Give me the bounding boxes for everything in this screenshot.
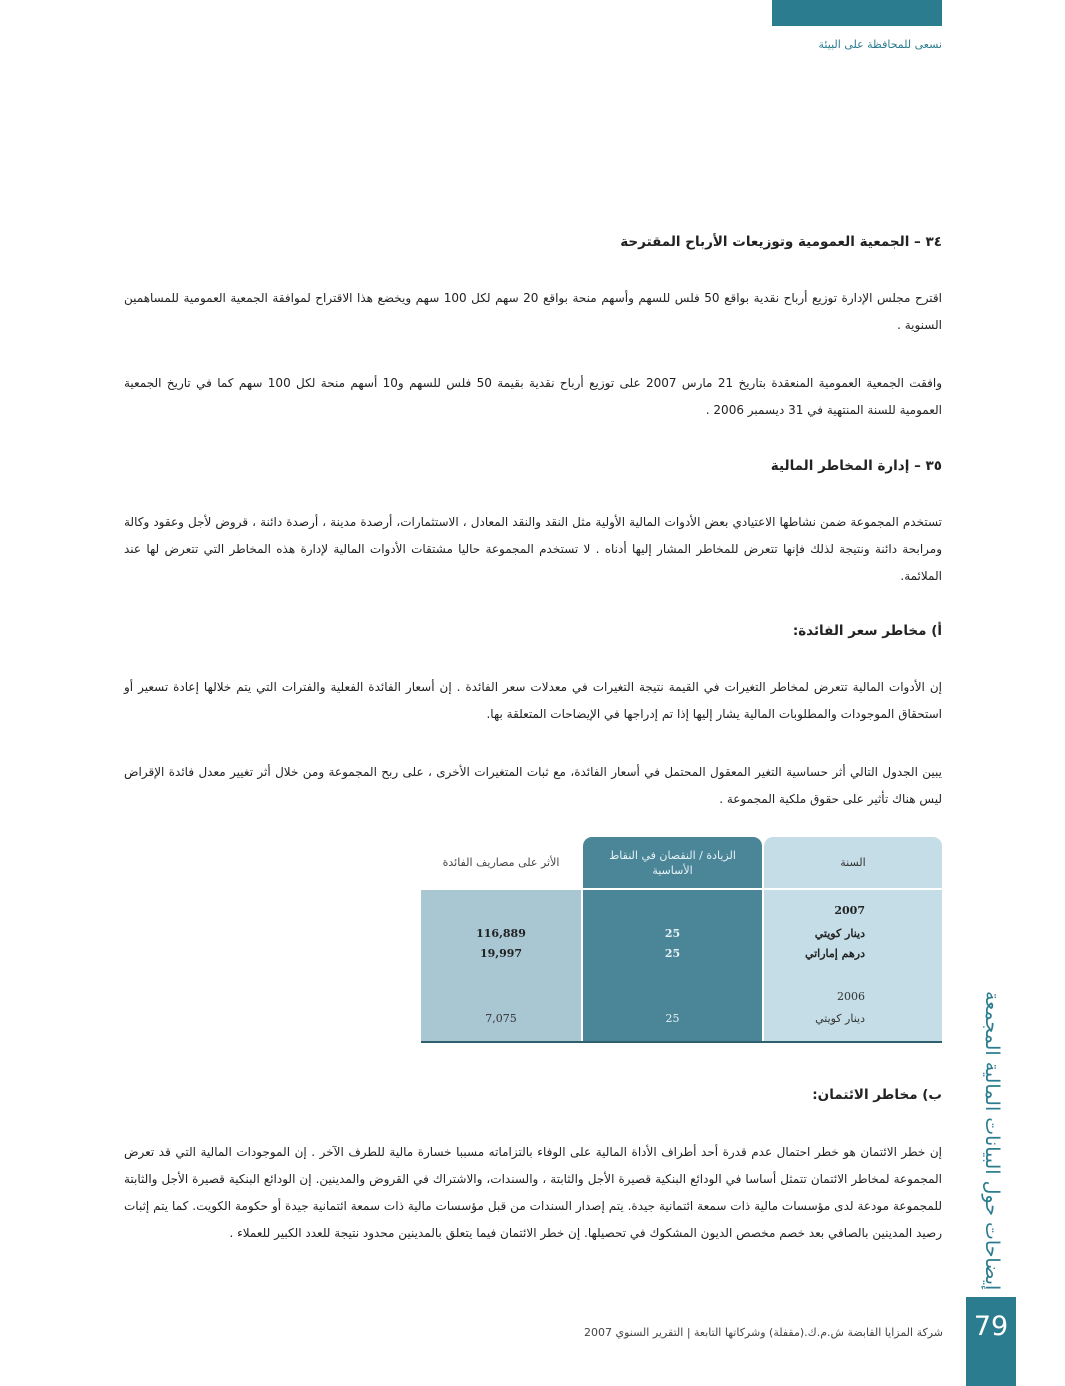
section-35-heading: ٣٥ – إدارة المخاطر المالية [770,458,942,474]
table-cell-change-kwd-2006: 25 [665,1012,680,1025]
table-cell-effect-kwd-2006: 7,075 [485,1012,517,1025]
table-bottom-rule [421,1041,942,1043]
header-accent-bar [772,0,942,26]
section-35-paragraph-1: تستخدم المجموعة ضمن نشاطها الاعتيادي بعض الأدوات المالية الأولية مثل النقد والنقد المعادل ، الاستثمارات، أرصدة مدينة ، أرصدة دائنة ، قروض لأجل وعقود وكالة ومرابحة دائنة ونتيجة لذلك فإنها تتعرض للمخاطر المشار إليها أدناه . لا تستخدم المجموعة حاليا مشتقات الأدوات المالية لإدارة هذه المخاطر التي تتعرض لها عند الملائمة. [124,515,942,583]
table-header-change: الزيادة / النقصان في النقاط الأساسية [583,837,762,888]
table-row-year-2006: 2006 [837,990,865,1003]
section-34-paragraph-2: وافقت الجمعية العمومية المنعقدة بتاريخ 21 مارس 2007 على توزيع أرباح نقدية بقيمة 50 فلس للسهم و10 أسهم منحة لكل 100 سهم كما في تاريخ الجمعية العمومية للسنة المنتهية في 31 ديسمبر 2006 . [124,376,943,417]
credit-risk-paragraph-1: إن خطر الائتمان هو خطر احتمال عدم قدرة أحد أطراف الأداة المالية على الوفاء بالتزاماته مسببا خسارة مالية للطرف الآخر . إن الموجودات المالية التي قد تعرض المجموعة لمخاطر الائتمان تتمثل أساسا في الودائع البنكية قصيرة الأجل والثابتة ، والسندات، والاشتراك في القروض والمدينين. إن الودائع البنكية قصيرة الأجل والثابتة للمجموعة مودعة لدى مؤسسات مالية ذات سمعة ائتمانية جيدة. يتم إصدار السندات من قبل مؤسسات مالية ذات سمعة ائتمانية جيدة أو حكومة الكويت. كما يتم إثبات رصيد المدينين بالصافي بعد خصم مخصص الديون المشكوك في تحصيلها. إن خطر الائتمان فيما يتعلق بالمدينين محدود نتيجة للعدد الكبير للعملاء . [124,1145,942,1240]
table-cell-effect-aed-2007: 19,997 [479,947,523,960]
table-header-year: السنة [764,837,942,888]
interest-risk-heading: أ) مخاطر سعر الفائدة: [792,623,942,639]
section-34-paragraph-1: اقترح مجلس الإدارة توزيع أرباح نقدية بواقع 50 فلس للسهم وأسهم منحة بواقع 20 سهم لكل 100 سهم ويخضع هذا الاقتراح لموافقة الجمعية العمومية للمساهمين السنوية . [124,291,943,332]
interest-sensitivity-table [421,837,942,1043]
table-cell-change-aed-2007: 25 [664,947,681,960]
section-34-heading: ٣٤ – الجمعية العمومية وتوزيعات الأرباح المقترحة [620,234,942,250]
table-cell-change-kwd-2007: 25 [664,927,681,940]
sidebar-section-title: إيضاحات حول البيانات المالية المجمعة [981,990,1003,1290]
interest-risk-paragraph-1: إن الأدوات المالية تتعرض لمخاطر التغيرات في القيمة نتيجة التغيرات في معدلات سعر الفائدة . إن أسعار الفائدة الفعلية والفترات التي يتم خلالها إعادة تسعير أو استحقاق الموجودات والمطلوبات المالية يشار إليها إذا تم إدراجها في الإيضاحات المتعلقة بها. [124,680,942,721]
page-number: 79 [966,1297,1016,1386]
table-header-effect: الأثر على مصاريف الفائدة [421,837,581,888]
interest-risk-paragraph-2: يبين الجدول التالي أثر حساسية التغير المعقول المحتمل في أسعار الفائدة، مع ثبات المتغيرات الأخرى ، على ربح المجموعة ومن خلال أثر تغيير معدل فائدة الإقراض ليس هناك تأثير على حقوق ملكية المجموعة . [124,765,942,806]
header-tagline: نسعى للمحافظة على البيئة [818,38,942,51]
table-row-currency-kwd-2006: دينار كويتي [815,1012,865,1025]
table-row-year-2007: 2007 [834,904,865,917]
table-cell-effect-kwd-2007: 116,889 [476,927,526,940]
credit-risk-heading: ب) مخاطر الائتمان: [812,1087,942,1103]
table-row-currency-kwd-2007: دينار كويتي [814,927,865,940]
footer-text: شركة المزايا القابضة ش.م.ك.(مقفلة) وشركاتها التابعة | التقرير السنوي 2007 [584,1326,943,1339]
table-row-currency-aed-2007: درهم إماراتي [804,947,865,960]
